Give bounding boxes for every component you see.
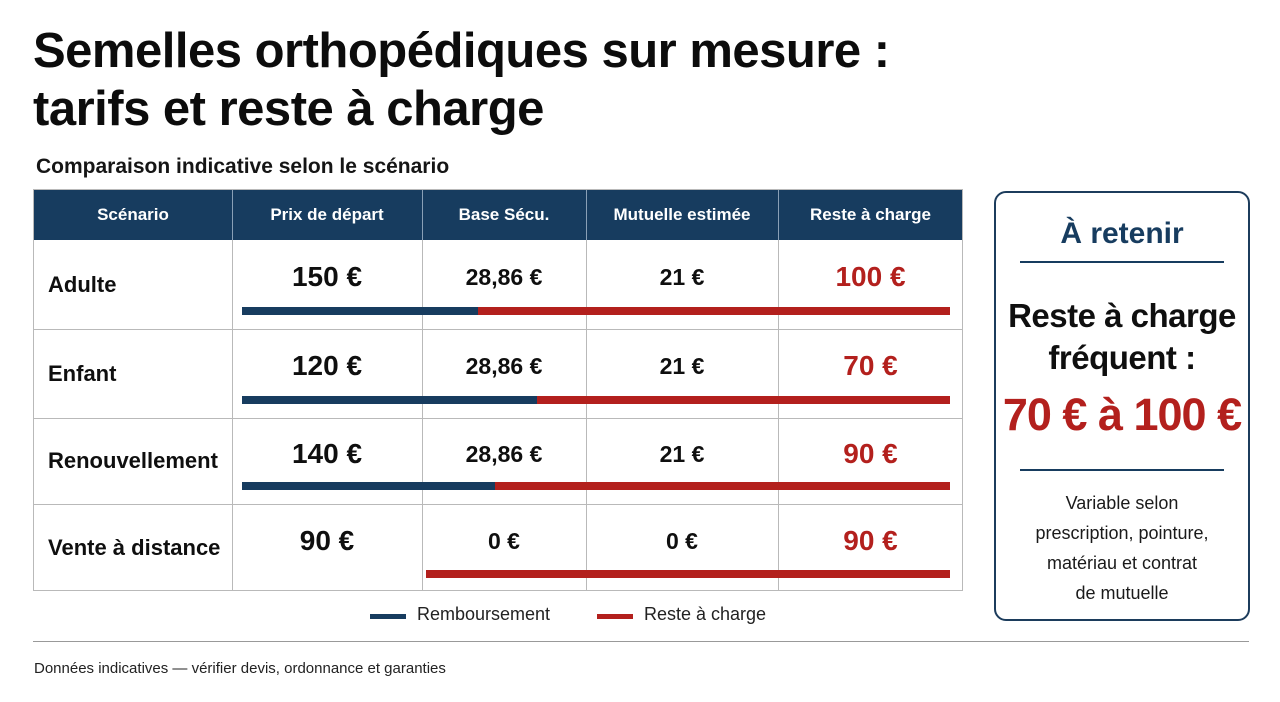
bar-reste-a-charge [537, 396, 950, 404]
takeaway-divider-bottom [1020, 469, 1224, 471]
legend-label-reste: Reste à charge [644, 604, 767, 624]
cell-reste: 90 € [843, 524, 898, 556]
takeaway-note-line-3: matériau et contrat [1046, 553, 1198, 573]
cell-secu: 28,86 € [465, 441, 543, 468]
cell-secu: 28,86 € [465, 353, 543, 380]
bar-reste-a-charge [478, 307, 950, 315]
cell-scenario: Vente à distance [48, 535, 221, 560]
cell-mutuelle: 21 € [659, 441, 705, 468]
row-divider [34, 418, 962, 419]
takeaway-text [996, 295, 1248, 379]
cell-mutuelle: 21 € [659, 264, 705, 291]
takeaway-divider-top [1020, 261, 1224, 263]
bar-remboursement [242, 482, 495, 490]
cell-prix: 140 € [291, 438, 363, 470]
cell-reste: 100 € [835, 261, 906, 293]
subtitle: Comparaison indicative selon le scénario [36, 155, 450, 178]
cell-secu: 0 € [488, 527, 520, 554]
header-reste: Reste à charge [810, 205, 931, 224]
takeaway-note [1006, 488, 1238, 608]
footer-divider [33, 641, 1249, 642]
header-scenario: Scénario [97, 205, 169, 224]
header-divider [232, 190, 233, 240]
legend-label-remboursement: Remboursement [417, 604, 551, 624]
page-title [33, 22, 890, 138]
legend-swatch-reste [597, 614, 633, 619]
header-divider [422, 190, 423, 240]
takeaway-note-line-4: de mutuelle [1075, 583, 1169, 603]
bar-remboursement [242, 396, 537, 404]
row-divider [34, 329, 962, 330]
header-divider [778, 190, 779, 240]
comparison-table [33, 189, 963, 591]
takeaway-note-line-2: prescription, pointure, [1035, 523, 1209, 543]
cell-prix: 90 € [299, 524, 355, 556]
takeaway-range: 70 € à 100 € [1002, 389, 1242, 440]
header-mutuelle: Mutuelle estimée [613, 205, 751, 224]
legend-swatch-remboursement [370, 614, 406, 619]
row-divider [34, 504, 962, 505]
cell-scenario: Renouvellement [48, 448, 218, 473]
header-prix: Prix de départ [270, 205, 384, 224]
cell-scenario: Adulte [48, 271, 117, 297]
header-divider [586, 190, 587, 240]
cell-secu: 28,86 € [465, 264, 543, 291]
bar-remboursement [242, 307, 478, 315]
cell-mutuelle: 21 € [659, 353, 705, 380]
cell-prix: 120 € [291, 350, 363, 382]
cell-reste: 70 € [843, 350, 898, 382]
bar-reste-a-charge [495, 482, 950, 490]
cell-prix: 150 € [291, 261, 363, 293]
takeaway-text-line-2: fréquent : [1048, 339, 1196, 376]
footer-note: Données indicatives — vérifier devis, ordonnance et garanties [34, 660, 446, 677]
takeaway-text-line-1: Reste à charge [1008, 297, 1236, 334]
table-header [34, 190, 962, 240]
cell-scenario: Enfant [48, 360, 117, 386]
cell-reste: 90 € [843, 438, 898, 470]
key-takeaway-panel [994, 191, 1250, 621]
takeaway-heading: À retenir [1060, 217, 1184, 250]
cell-mutuelle: 0 € [666, 527, 698, 554]
takeaway-note-line-1: Variable selon [1065, 493, 1179, 513]
bar-reste-a-charge [426, 570, 950, 578]
title-line-2: tarifs et reste à charge [33, 82, 544, 136]
header-secu: Base Sécu. [458, 205, 550, 224]
title-line-1: Semelles orthopédiques sur mesure : [33, 24, 890, 78]
